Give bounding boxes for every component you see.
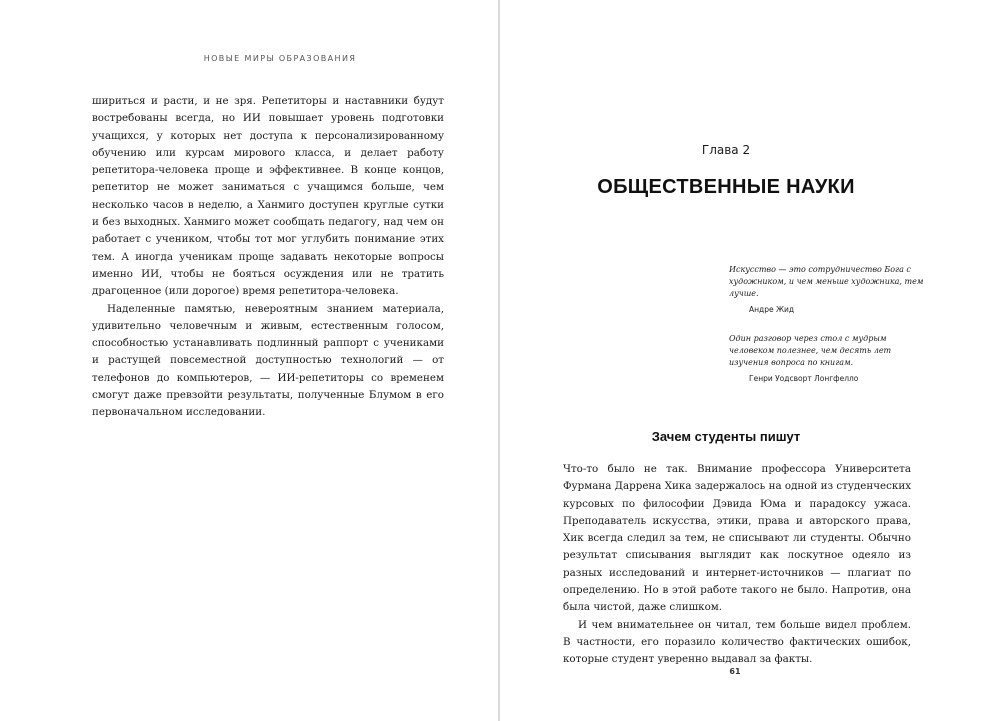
right-page bbox=[500, 0, 1000, 721]
chapter-label: Глава 2 bbox=[701, 143, 751, 157]
epigraph bbox=[729, 333, 929, 385]
left-page-body bbox=[92, 93, 444, 422]
epigraph-quote: Один разговор через стол с мудрым человеком полезнее, чем десять лет изучения вопроса по книгам. bbox=[729, 334, 892, 367]
running-head: НОВЫЕ МИРЫ ОБРАЗОВАНИЯ bbox=[203, 54, 357, 63]
paragraph: Что-то было не так. Внимание профессора Университета Фурмана Даррена Хика задержалось на одной из студенческих курсовых по философии Дэвида Юма и парадоксу ужаса. Преподаватель искусства, этики, права и авторского права, Хик всегда следил за тем, не списывают ли студенты. Обычно результат списывания выглядит как лоскутное одеяло из разных исследований и интернет-источников — плагиат по определению. Но в этой работе такого не было. Напротив, она была чистой, даже слишком. bbox=[563, 463, 911, 614]
paragraph: Наделенные памятью, невероятным знанием материала, удивительно человечным и живым, естественным голосом, способностью устанавливать подлинный раппорт с учениками и растущей повсеместной доступностью технологий — от телефонов до компьютеров, — ИИ-репетиторы со временем смогут даже превзойти результаты, полученные Блумом в его первоначальном исследовании. bbox=[92, 302, 444, 419]
epigraph-quote: Искусство — это сотрудничество Бога с художником, и чем меньше художника, тем лучше. bbox=[729, 265, 924, 298]
section-title: Зачем студенты пишут bbox=[651, 429, 801, 444]
paragraph: шириться и расти, и не зря. Репетиторы и наставники будут востребованы всегда, но ИИ повышает уровень подготовки учащихся, у которых нет доступа к персонализированному обучению или курсам мирового класса, и делает работу репетитора-человека проще и эффективнее. В конце концов, репетитор не может заниматься с учащимся больше, чем несколько часов в неделю, а Ханмиго доступен круглые сутки и без выходных. Ханмиго может сообщать педагогу, над чем он работает с учеником, чтобы тот мог углубить понимание этих тем. А иногда ученикам проще задавать некоторые вопросы именно ИИ, чтобы не бояться осуждения или не тратить драгоценное (или дорогое) время репетитора-человека. bbox=[92, 95, 444, 298]
epigraph-author: Андре Жид bbox=[749, 305, 795, 314]
left-page bbox=[0, 0, 498, 721]
page-number: 61 bbox=[729, 667, 741, 676]
right-page-body bbox=[563, 461, 911, 669]
paragraph: И чем внимательнее он читал, тем больше видел проблем. В частности, его поразило количество фактических ошибок, которые студент уверенно выдавал за факты. bbox=[563, 618, 911, 666]
epigraph bbox=[729, 264, 929, 316]
chapter-title: ОБЩЕСТВЕННЫЕ НАУКИ bbox=[597, 176, 855, 198]
epigraph-author: Генри Уодсворт Лонгфелло bbox=[749, 374, 859, 383]
